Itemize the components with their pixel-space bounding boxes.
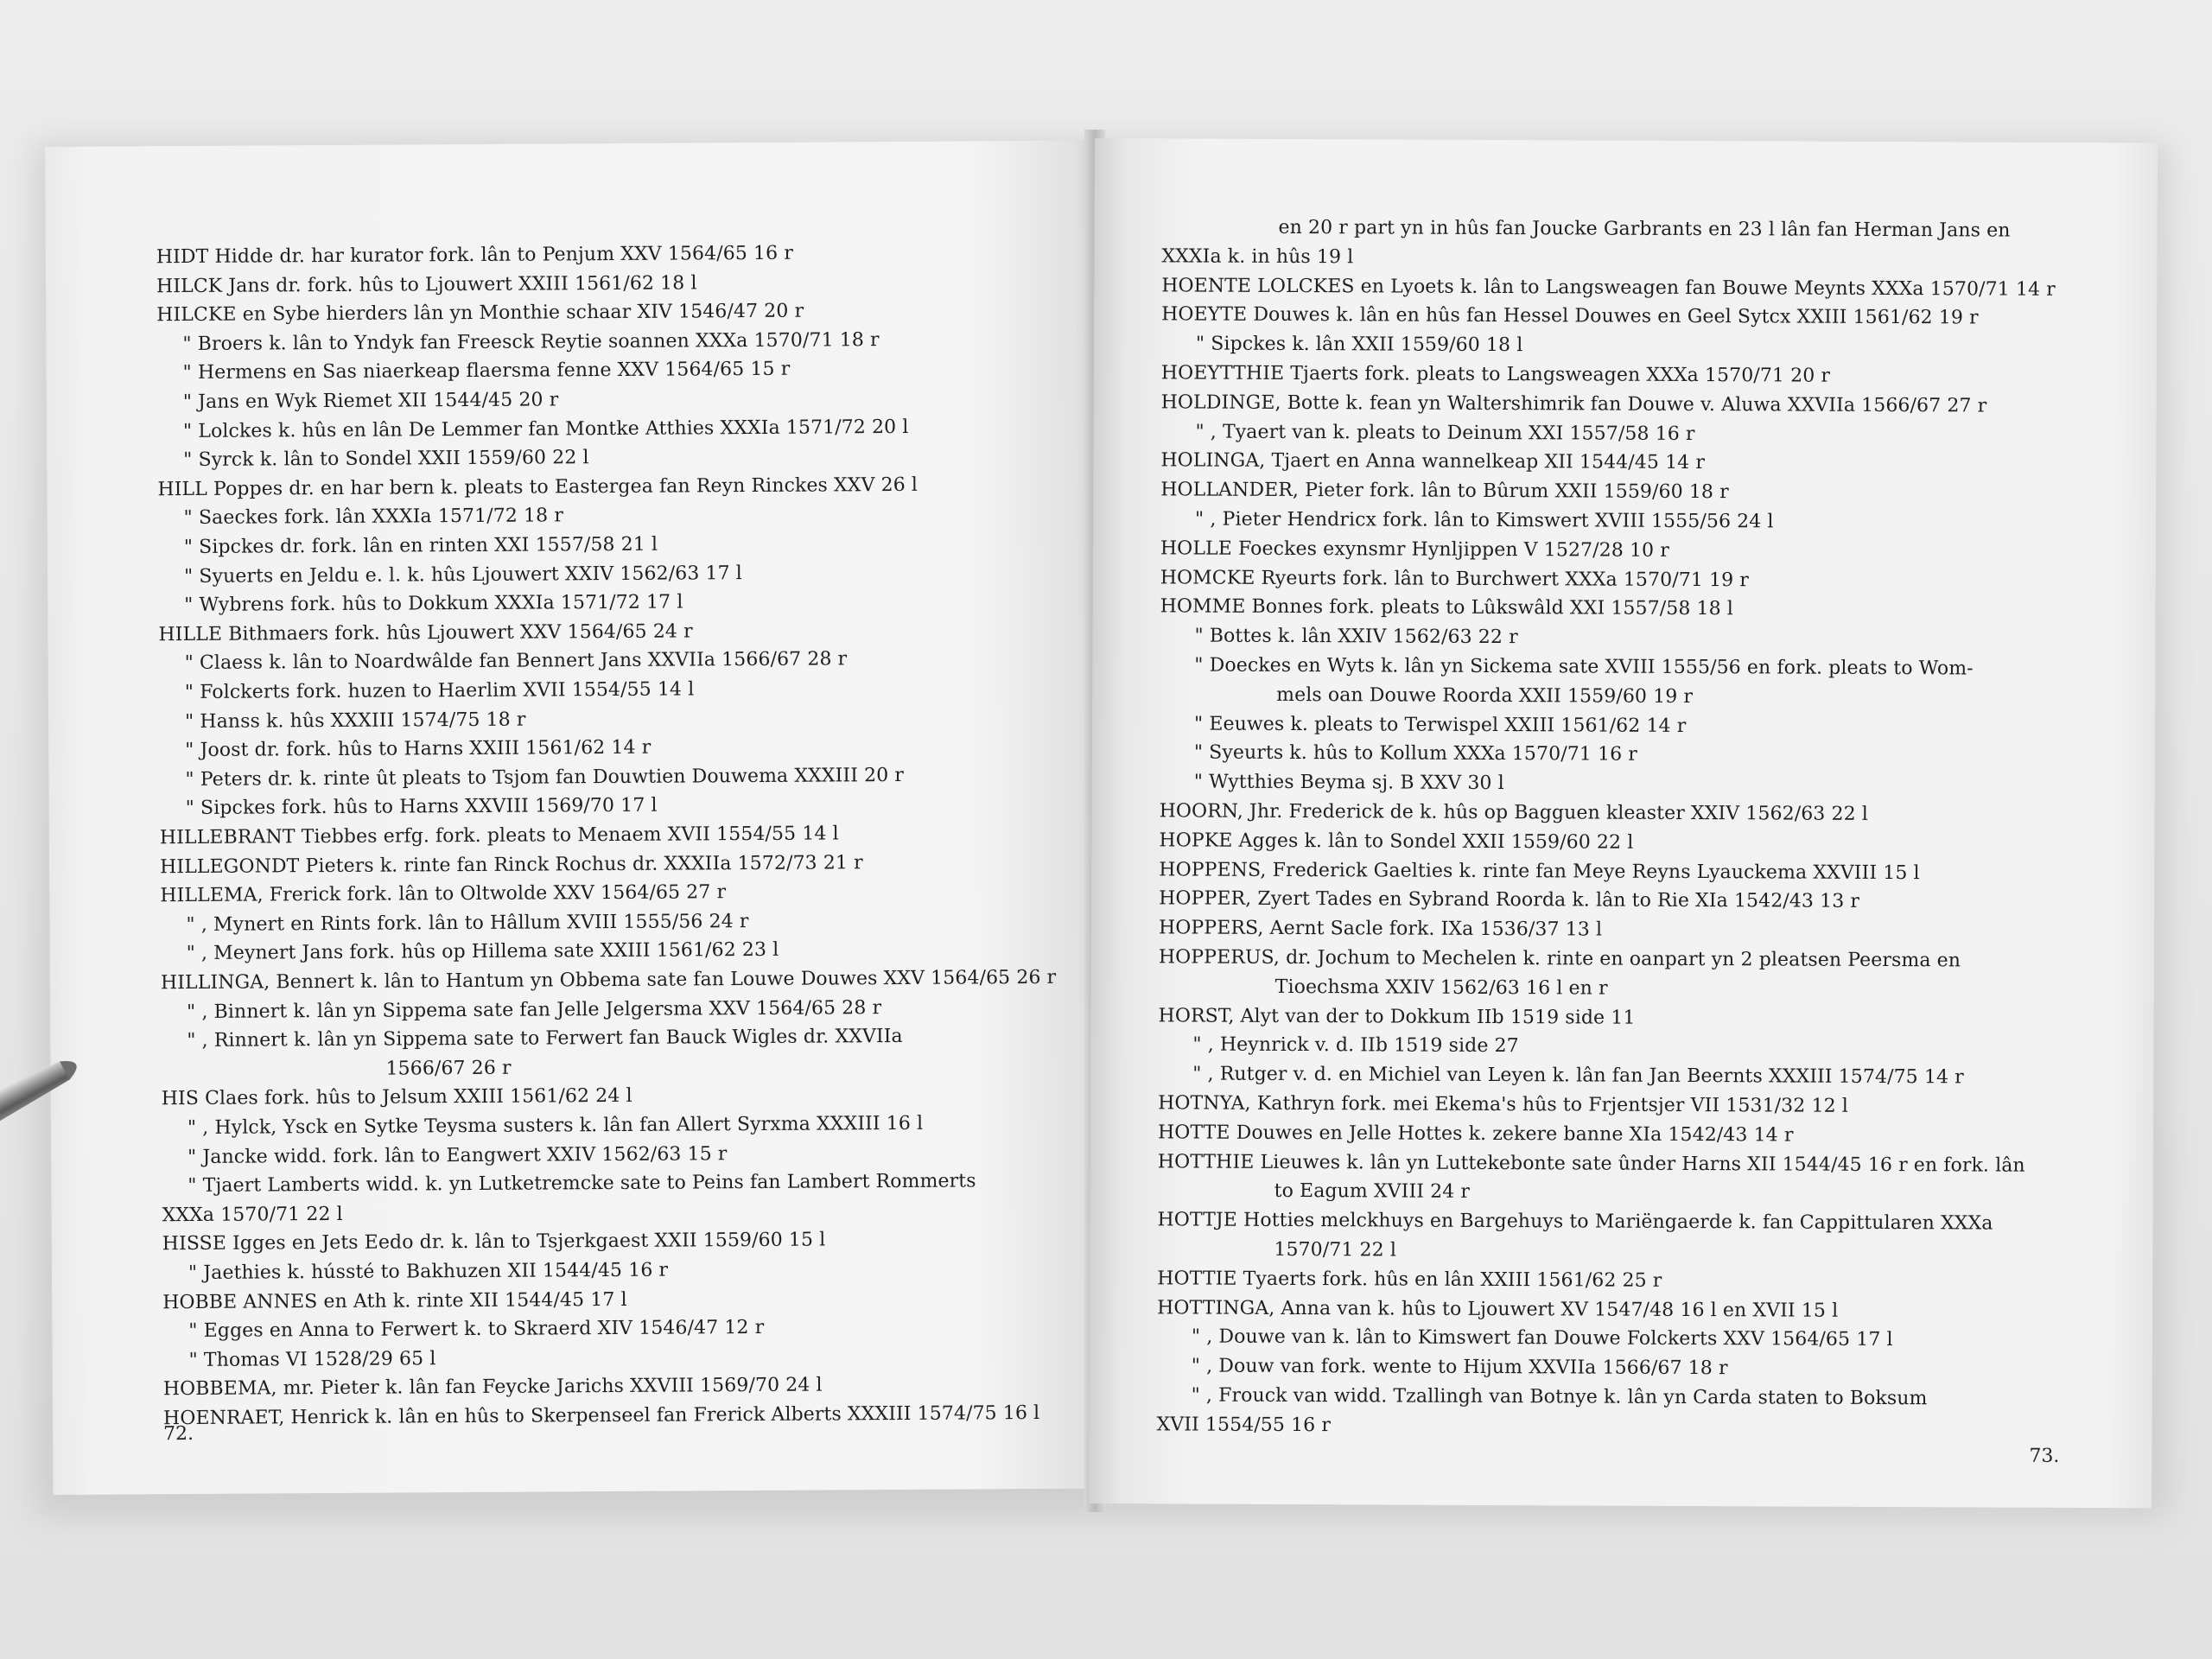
right-line: HOTTIE Tyaerts fork. hûs en lân XXIII 1561/62 25 r — [1157, 1268, 1662, 1292]
left-line: " Wybrens fork. hûs to Dokkum XXXIa 1571/72 17 l — [184, 591, 683, 617]
right-line: to Eagum XVIII 24 r — [1274, 1180, 1471, 1204]
right-line: HOPPERS, Aernt Sacle fork. IXa 1536/37 13 l — [1158, 917, 1603, 941]
left-page — [45, 141, 1103, 1495]
right-line: " Eeuwes k. pleats to Terwispel XXIII 1561/62 14 r — [1193, 713, 1687, 737]
right-line: " , Frouck van widd. Tzallingh van Botnye k. lân yn Carda staten to Boksum — [1191, 1384, 1928, 1410]
right-line: HOLDINGE, Botte k. fean yn Waltershimrik fan Douwe v. Aluwa XXVIIa 1566/67 27 r — [1160, 391, 1987, 417]
right-line: XVII 1554/55 16 r — [1156, 1414, 1332, 1437]
left-line: HIDT Hidde dr. har kurator fork. lân to Penjum XXV 1564/65 16 r — [156, 242, 793, 269]
left-line: HILCKE en Sybe hierders lân yn Monthie schaar XIV 1546/47 20 r — [156, 300, 804, 327]
left-line: " , Binnert k. lân yn Sippema sate fan Jelle Jelgersma XXV 1564/65 28 r — [187, 996, 882, 1023]
left-line: HILLE Bithmaers fork. hûs Ljouwert XXV 1564/65 24 r — [158, 620, 693, 646]
right-line: " , Douw van fork. wente to Hijum XXVIIa 1566/67 18 r — [1191, 1355, 1728, 1380]
left-line: " Jancke widd. fork. lân to Eangwert XXIV 1562/63 15 r — [188, 1142, 728, 1168]
left-line: " Joost dr. fork. hûs to Harns XXIII 1561/62 14 r — [185, 736, 652, 762]
left-line: " Claess k. lân to Noardwâlde fan Bennert Jans XXVIIa 1566/67 28 r — [184, 648, 848, 675]
left-line: " Hanss k. hûs XXXIII 1574/75 18 r — [184, 709, 526, 733]
right-line: HOPPENS, Frederick Gaelties k. rinte fan Meye Reyns Lyauckema XXVIII 15 l — [1159, 858, 1920, 884]
left-line: " Thomas VI 1528/29 65 l — [188, 1348, 436, 1371]
left-line: HILLEBRANT Tiebbes erfg. fork. pleats to Menaem XVII 1554/55 14 l — [159, 823, 839, 849]
left-page-number: 72. — [163, 1422, 194, 1446]
left-line: " , Hylck, Ysck en Sytke Teysma susters k. lân fan Allert Syrxma XXXIII 16 l — [187, 1112, 924, 1140]
right-page-number: 73. — [2029, 1445, 2060, 1467]
left-line: " , Rinnert k. lân yn Sippema sate to Ferwert fan Bauck Wigles dr. XXVIIa — [187, 1026, 903, 1052]
right-line: " Sipckes k. lân XXII 1559/60 18 l — [1195, 333, 1523, 357]
right-line: HOEYTTHIE Tjaerts fork. pleats to Langsweagen XXXa 1570/71 20 r — [1160, 362, 1831, 387]
right-line: " Syeurts k. hûs to Kollum XXXa 1570/71 16 r — [1193, 741, 1637, 766]
left-line: HOENRAET, Henrick k. lân en hûs to Skerpenseel fan Frerick Alberts XXXIII 1574/75 16 l — [162, 1402, 1040, 1430]
left-line: HOBBE ANNES en Ath k. rinte XII 1544/45 17 l — [162, 1288, 627, 1313]
right-line: HOPPER, Zyert Tades en Sybrand Roorda k. lân to Rie XIa 1542/43 13 r — [1159, 887, 1860, 913]
left-line: " Sipckes dr. fork. lân en rinten XXI 1557/58 21 l — [183, 533, 658, 559]
right-line: HOMME Bonnes fork. pleats to Lûkswâld XXI 1557/58 18 l — [1160, 595, 1734, 620]
left-line: " Lolckes k. hûs en lân De Lemmer fan Montke Atthies XXXIa 1571/72 20 l — [182, 416, 909, 442]
left-line: " Folckerts fork. huzen to Haerlim XVII 1554/55 14 l — [184, 678, 695, 704]
left-line: XXXa 1570/71 22 l — [162, 1203, 343, 1226]
right-line: HOTNYA, Kathryn fork. mei Ekema's hûs to Frjentsjer VII 1531/32 12 l — [1158, 1092, 1848, 1117]
right-line: HOPKE Agges k. lân to Sondel XXII 1559/60 22 l — [1159, 830, 1634, 854]
right-line: " , Douwe van k. lân to Kimswert fan Douwe Folckerts XXV 1564/65 17 l — [1191, 1325, 1893, 1351]
left-line: " , Meynert Jans fork. hûs op Hillema sate XXIII 1561/62 23 l — [186, 939, 779, 965]
right-line: HOENTE LOLCKES en Lyoets k. lân to Langsweagen fan Bouwe Meynts XXXa 1570/71 14 r — [1161, 274, 2056, 301]
right-line: HOTTHIE Lieuwes k. lân yn Luttekebonte sate ûnder Harns XII 1544/45 16 r en fork. lân — [1157, 1150, 2025, 1177]
left-line: " Peters dr. k. rinte ût pleats to Tsjom fan Douwtien Douwema XXXIII 20 r — [185, 764, 905, 791]
left-line: HILLINGA, Bennert k. lân to Hantum yn Obbema sate fan Louwe Douwes XXV 1564/65 26 r — [160, 966, 1057, 995]
left-line: HILLEMA, Frerick fork. lân to Oltwolde XXV 1564/65 27 r — [160, 881, 727, 907]
left-line: " Jaethies k. hússté to Bakhuzen XII 1544/45 16 r — [188, 1259, 669, 1285]
right-line: " , Tyaert van k. pleats to Deinum XXI 1557/58 16 r — [1195, 421, 1695, 445]
left-line: HISSE Igges en Jets Eedo dr. k. lân to Tsjerkgaest XXII 1559/60 15 l — [162, 1229, 826, 1255]
left-line: " Tjaert Lamberts widd. k. yn Lutketremcke sate to Peins fan Lambert Rommerts — [188, 1170, 976, 1198]
right-line: 1570/71 22 l — [1274, 1238, 1397, 1262]
right-line: HOTTINGA, Anna van k. hûs to Ljouwert XV 1547/48 16 l en XVII 15 l — [1157, 1296, 1839, 1322]
right-line: HOLLANDER, Pieter fork. lân to Bûrum XXII 1559/60 18 r — [1160, 479, 1729, 504]
left-line: " Syuerts en Jeldu e. l. k. hûs Ljouwert XXIV 1562/63 17 l — [183, 562, 742, 588]
right-page — [1089, 138, 2158, 1508]
right-line: " Bottes k. lân XXIV 1562/63 22 r — [1194, 625, 1518, 649]
right-line: HOTTE Douwes en Jelle Hottes k. zekere banne XIa 1542/43 14 r — [1157, 1122, 1794, 1147]
right-line: HOLINGA, Tjaert en Anna wannelkeap XII 1544/45 14 r — [1160, 449, 1706, 474]
left-line: HOBBEMA, mr. Pieter k. lân fan Feycke Jarichs XXVIII 1569/70 24 l — [162, 1374, 823, 1401]
right-line: " , Pieter Hendricx fork. lân to Kimswert XVIII 1555/56 24 l — [1195, 508, 1774, 533]
right-line: HOMCKE Ryeurts fork. lân to Burchwert XXXa 1570/71 19 r — [1160, 566, 1749, 591]
left-line: HILLEGONDT Pieters k. rinte fan Rinck Rochus dr. XXXIIa 1572/73 21 r — [160, 851, 863, 878]
right-line: HOLLE Foeckes exynsmr Hynljippen V 1527/28 10 r — [1160, 537, 1669, 562]
right-line: HORST, Alyt van der to Dokkum IIb 1519 side 11 — [1158, 1004, 1636, 1029]
left-line: " Syrck k. lân to Sondel XXII 1559/60 22 l — [183, 447, 589, 472]
right-line: en 20 r part yn in hûs fan Joucke Garbrants en 23 l lân fan Herman Jans en — [1278, 216, 2011, 242]
right-line: HOPPERUS, dr. Jochum to Mechelen k. rinte en oanpart yn 2 pleatsen Peersma en — [1158, 946, 1961, 972]
right-line: HOORN, Jhr. Frederick de k. hûs op Bagguen kleaster XXIV 1562/63 22 l — [1159, 800, 1869, 825]
left-line: " Hermens en Sas niaerkeap flaersma fenne XXV 1564/65 15 r — [182, 359, 791, 385]
left-line: " , Mynert en Rints fork. lân to Hâllum XVIII 1555/56 24 r — [186, 910, 749, 936]
right-line: " , Rutger v. d. en Michiel van Leyen k. lân fan Jan Beernts XXXIII 1574/75 14 r — [1192, 1063, 1964, 1089]
left-line: 1566/67 26 r — [385, 1057, 512, 1080]
left-line: " Egges en Anna to Ferwert k. to Skraerd XIV 1546/47 12 r — [188, 1317, 765, 1343]
right-line: mels oan Douwe Roorda XXII 1559/60 19 r — [1276, 683, 1694, 708]
right-line: " Wytthies Beyma sj. B XXV 30 l — [1193, 771, 1504, 795]
left-line: " Sipckes fork. hûs to Harns XXVIII 1569/70 17 l — [185, 795, 658, 820]
left-line: HILL Poppes dr. en har bern k. pleats to Eastergea fan Reyn Rinckes XXV 26 l — [157, 474, 918, 501]
right-line: XXXIa k. in hûs 19 l — [1161, 245, 1354, 269]
left-line: HILCK Jans dr. fork. hûs to Ljouwert XXIII 1561/62 18 l — [156, 271, 697, 297]
left-line: " Broers k. lân to Yndyk fan Freesck Reytie soannen XXXa 1570/71 18 r — [182, 328, 880, 355]
right-line: Tioechsma XXIV 1562/63 16 l en r — [1274, 976, 1608, 1000]
right-line: " Doeckes en Wyts k. lân yn Sickema sate XVIII 1555/56 en fork. pleats to Wom- — [1194, 654, 1974, 680]
right-line: HOEYTE Douwes k. lân en hûs fan Hessel Douwes en Geel Sytcx XXIII 1561/62 19 r — [1161, 303, 1979, 329]
right-line: " , Heynrick v. d. IIb 1519 side 27 — [1192, 1033, 1519, 1058]
right-line: HOTTJE Hotties melckhuys en Bargehuys to Mariëngaerde k. fan Cappittularen XXXa — [1157, 1209, 1993, 1235]
left-line: " Saeckes fork. lân XXXIa 1571/72 18 r — [183, 505, 563, 530]
left-line: " Jans en Wyk Riemet XII 1544/45 20 r — [182, 389, 559, 414]
left-line: HIS Claes fork. hûs to Jelsum XXIII 1561/62 24 l — [161, 1085, 632, 1110]
